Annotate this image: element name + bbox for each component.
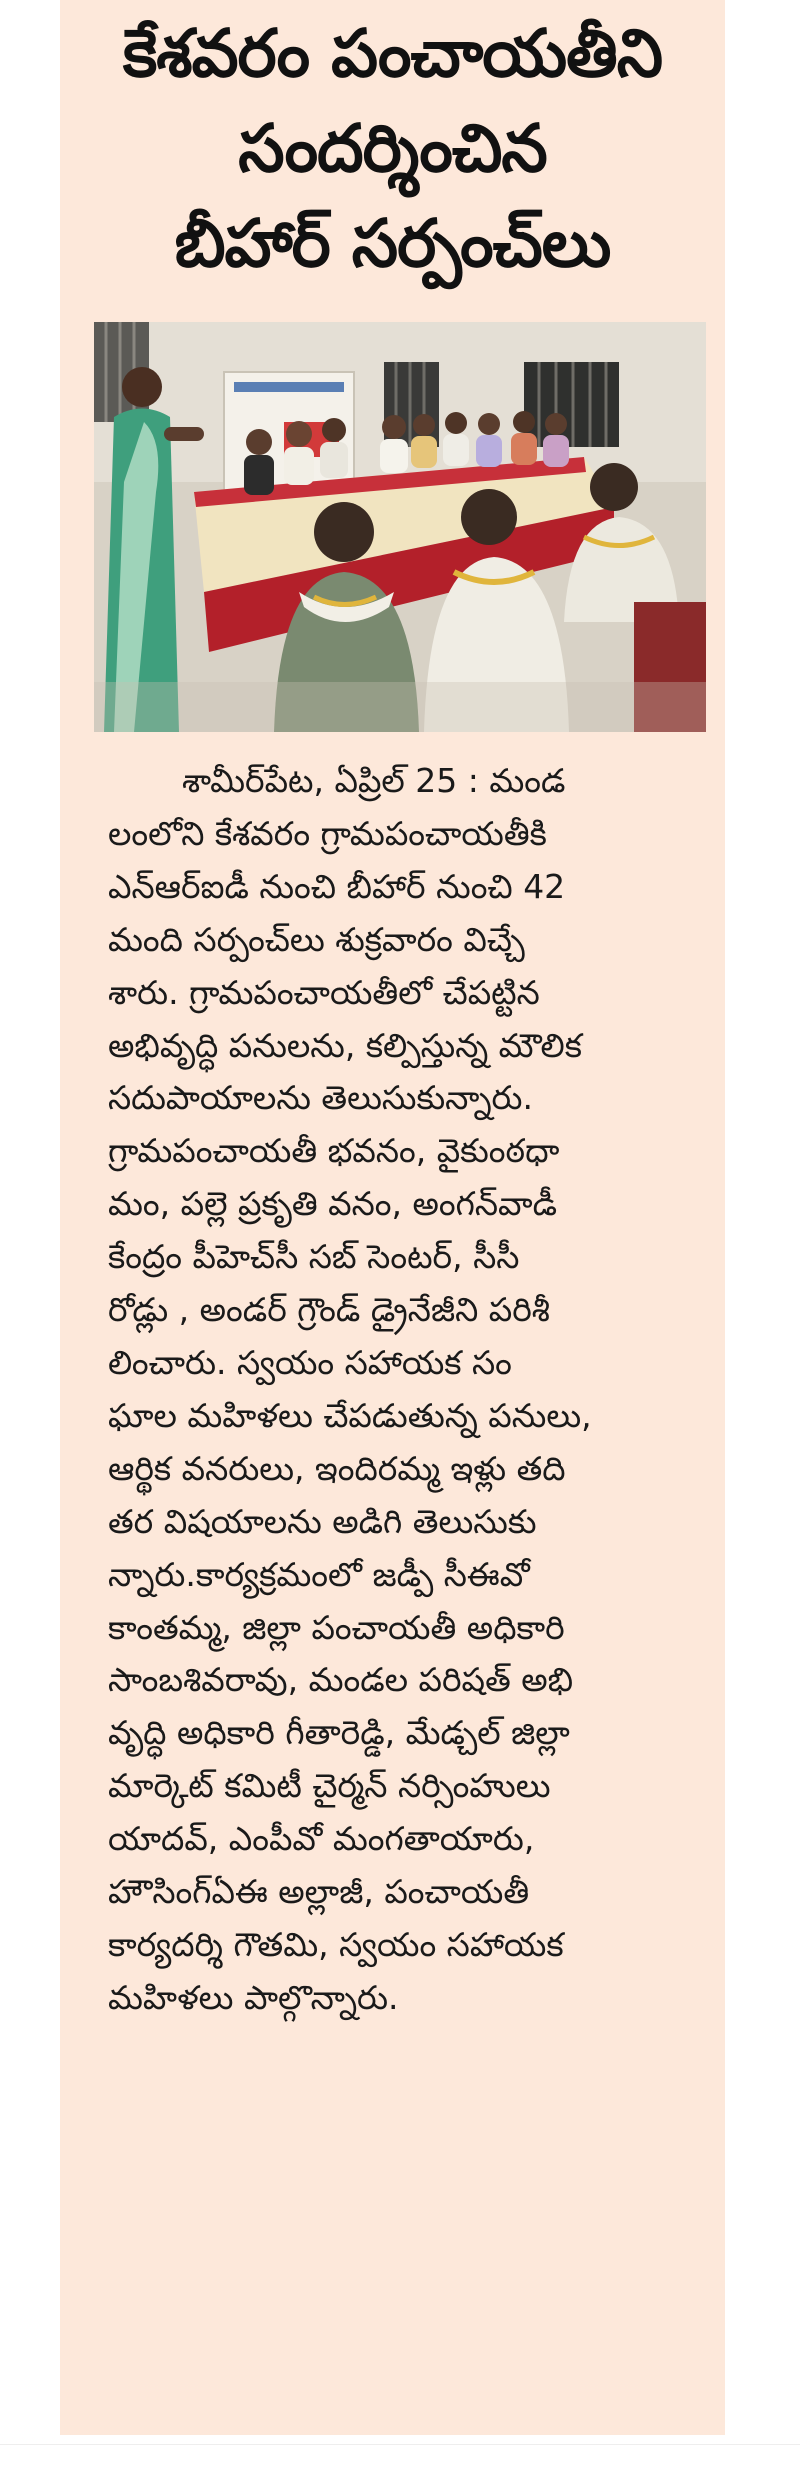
article-line: శామీర్‌పేట, ఏప్రిల్ 25 : మండ	[182, 761, 566, 800]
article-line: మహిళలు పాల్గొన్నారు.	[108, 1977, 399, 2017]
article-line: మార్కెట్ కమిటీ చైర్మన్ నర్సింహులు	[108, 1766, 551, 1806]
article-line: ఎన్ఆర్ఐడీ నుంచి బీహార్ నుంచి 42	[108, 866, 566, 906]
news-photo-meeting-illustration	[94, 322, 706, 732]
article-line: గ్రామపంచాయతీ భవనం, వైకుంఠధా	[108, 1131, 560, 1171]
headline-line-3: బీహార్ సర్పంచ్‌లు	[174, 205, 611, 282]
article-line: కేంద్రం పీహెచ్‌సీ సబ్ సెంటర్, సీసీ	[108, 1237, 520, 1277]
article-line: అభివృద్ధి పనులను, కల్పిస్తున్న మౌలిక	[108, 1025, 582, 1065]
article-line: సాంబశివరావు, మండల పరిషత్ అభి	[108, 1660, 574, 1700]
article-line: సదుపాయాలను తెలుసుకున్నారు.	[108, 1078, 533, 1118]
article-line: శారు. గ్రామపంచాయతీలో చేపట్టిన	[108, 972, 540, 1012]
article-line: రోడ్లు , అండర్ గ్రౌండ్ డ్రైనేజీని పరిశీ	[108, 1290, 550, 1330]
article-line: వృద్ధి అధికారి గీతారెడ్డి, మేడ్చల్ జిల్లా	[108, 1713, 570, 1753]
article-line: న్నారు.కార్యక్రమంలో జడ్పీ సీఈవో	[108, 1554, 530, 1594]
article-line: ఆర్థిక వనరులు, ఇందిరమ్మ ఇళ్లు తది	[108, 1448, 566, 1488]
article-line: హౌసింగ్ఏఈ అల్లాజీ, పంచాయతీ	[108, 1872, 530, 1912]
article-line: లించారు. స్వయం సహాయక సం	[108, 1342, 512, 1382]
article-line: తర విషయాలను అడిగి తెలుసుకు	[108, 1501, 537, 1541]
page-bottom-edge	[0, 2444, 800, 2445]
headline-line-2: సందర్శించిన	[238, 110, 547, 187]
headline-line-1: కేశవరం పంచాయతీని	[122, 15, 663, 92]
article-line: మం, పల్లె ప్రకృతి వనం, అంగన్‌వాడీ	[108, 1184, 558, 1224]
article-line: కార్యదర్శి గౌతమి, స్వయం సహాయక	[108, 1924, 564, 1964]
article-line: లంలోని కేశవరం గ్రామపంచాయతీకి	[108, 813, 547, 853]
article-line: కాంతమ్మ, జిల్లా పంచాయతీ అధికారి	[108, 1607, 565, 1647]
news-clipping	[60, 0, 725, 2435]
headline	[60, 6, 725, 291]
news-photo	[94, 322, 706, 732]
article-body	[108, 755, 706, 2025]
article-line: యాదవ్, ఎంపీవో మంగతాయారు,	[108, 1819, 535, 1859]
article-line: ఘాల మహిళలు చేపడుతున్న పనులు,	[108, 1395, 592, 1435]
article-line: మంది సర్పంచ్‌లు శుక్రవారం విచ్చే	[108, 919, 525, 959]
